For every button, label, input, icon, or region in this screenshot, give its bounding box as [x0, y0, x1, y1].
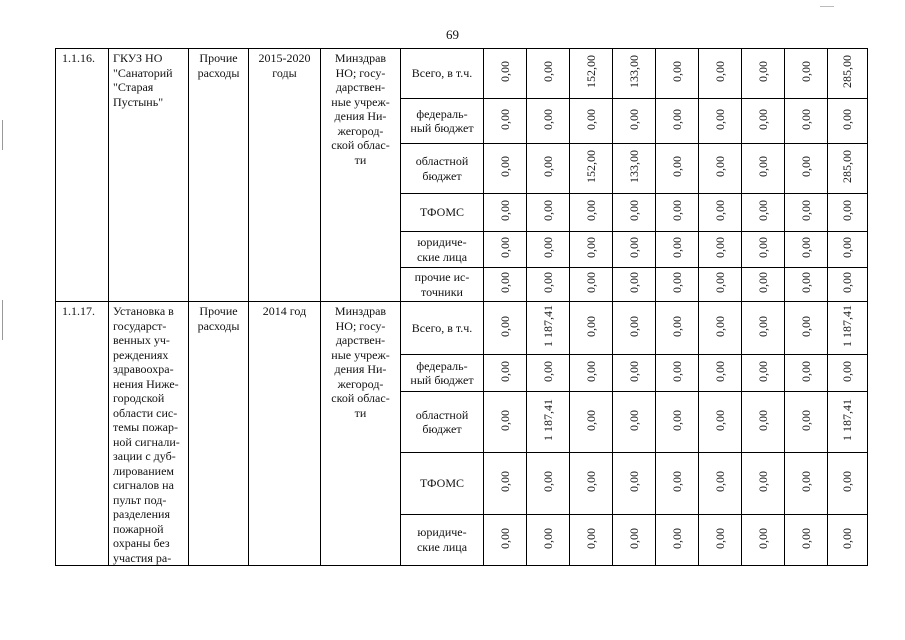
amount-value: 0,00 — [712, 61, 727, 83]
amount-cell — [527, 302, 570, 355]
amount-value: 0,00 — [540, 471, 555, 493]
amount-cell — [613, 453, 656, 514]
amount-cell — [785, 392, 828, 453]
amount-value: 0,00 — [583, 200, 598, 222]
amount-value: 0,00 — [798, 527, 813, 549]
amount-value: 0,00 — [840, 237, 854, 259]
amount-cell — [828, 144, 868, 194]
amount-cell — [527, 392, 570, 453]
amount-value: 0,00 — [755, 237, 770, 259]
amount-value: 0,00 — [798, 315, 813, 337]
amount-value: 0,00 — [626, 237, 641, 259]
amount-value: 0,00 — [497, 108, 512, 130]
amount-cell — [742, 302, 785, 355]
implementation-period: 2015-2020 годы — [249, 49, 321, 302]
amount-cell — [656, 194, 699, 232]
amount-value: 0,00 — [626, 471, 641, 493]
amount-cell — [828, 194, 868, 232]
amount-cell — [742, 453, 785, 514]
funding-source: прочие ис- точники — [401, 268, 484, 302]
amount-cell — [699, 144, 742, 194]
expense-type: Прочие расходы — [189, 49, 249, 302]
amount-value: 0,00 — [755, 108, 770, 130]
amount-value: 0,00 — [840, 272, 854, 294]
amount-value: 0,00 — [798, 156, 813, 178]
amount-value: 0,00 — [712, 237, 727, 259]
amount-value: 152,00 — [583, 55, 598, 89]
scan-margin-mark — [2, 120, 3, 150]
amount-cell — [699, 355, 742, 392]
amount-cell — [484, 99, 527, 144]
amount-value: 285,00 — [840, 150, 854, 184]
amount-value: 0,00 — [712, 108, 727, 130]
amount-cell — [828, 232, 868, 268]
amount-value: 0,00 — [712, 527, 727, 549]
amount-cell — [527, 514, 570, 565]
amount-value: 0,00 — [669, 272, 684, 294]
amount-value: 0,00 — [626, 409, 641, 431]
amount-value: 152,00 — [583, 150, 598, 184]
amount-value: 0,00 — [755, 272, 770, 294]
amount-value: 0,00 — [626, 527, 641, 549]
amount-cell — [527, 355, 570, 392]
amount-cell — [613, 514, 656, 565]
amount-cell — [656, 99, 699, 144]
scan-mark — [820, 6, 834, 7]
amount-cell — [570, 453, 613, 514]
amount-value: 0,00 — [669, 61, 684, 83]
amount-value: 0,00 — [669, 315, 684, 337]
amount-value: 0,00 — [540, 360, 555, 382]
amount-cell — [785, 144, 828, 194]
amount-cell — [570, 392, 613, 453]
amount-cell — [699, 453, 742, 514]
amount-cell — [570, 268, 613, 302]
amount-cell — [785, 355, 828, 392]
table-row — [56, 302, 868, 355]
amount-value: 0,00 — [497, 527, 512, 549]
amount-value: 0,00 — [540, 200, 555, 222]
amount-cell — [527, 99, 570, 144]
amount-value: 0,00 — [840, 108, 854, 130]
amount-cell — [785, 49, 828, 99]
amount-cell — [527, 194, 570, 232]
amount-value: 0,00 — [626, 272, 641, 294]
amount-value: 133,00 — [626, 55, 641, 89]
funding-source: юридиче- ские лица — [401, 514, 484, 565]
amount-value: 0,00 — [755, 471, 770, 493]
amount-value: 0,00 — [798, 237, 813, 259]
amount-value: 0,00 — [497, 200, 512, 222]
amount-value: 0,00 — [755, 315, 770, 337]
amount-cell — [828, 453, 868, 514]
amount-cell — [656, 302, 699, 355]
amount-cell — [613, 302, 656, 355]
amount-value: 0,00 — [583, 108, 598, 130]
amount-cell — [570, 49, 613, 99]
amount-value: 0,00 — [497, 237, 512, 259]
amount-cell — [828, 302, 868, 355]
amount-value: 0,00 — [540, 61, 555, 83]
amount-value: 133,00 — [626, 150, 641, 184]
amount-cell — [828, 392, 868, 453]
amount-cell — [656, 49, 699, 99]
amount-cell — [613, 268, 656, 302]
funding-source: Всего, в т.ч. — [401, 49, 484, 99]
amount-cell — [699, 302, 742, 355]
amount-value: 0,00 — [755, 360, 770, 382]
funding-source: областной бюджет — [401, 144, 484, 194]
amount-value: 0,00 — [540, 156, 555, 178]
amount-cell — [527, 49, 570, 99]
amount-cell — [828, 514, 868, 565]
amount-cell — [570, 194, 613, 232]
amount-value: 0,00 — [497, 471, 512, 493]
amount-cell — [484, 302, 527, 355]
amount-cell — [785, 268, 828, 302]
amount-value: 0,00 — [669, 409, 684, 431]
amount-cell — [742, 392, 785, 453]
amount-value: 0,00 — [755, 527, 770, 549]
amount-cell — [699, 392, 742, 453]
amount-value: 0,00 — [540, 108, 555, 130]
amount-cell — [742, 49, 785, 99]
amount-cell — [527, 453, 570, 514]
amount-cell — [742, 268, 785, 302]
amount-value: 0,00 — [669, 471, 684, 493]
amount-value: 0,00 — [712, 360, 727, 382]
amount-cell — [785, 194, 828, 232]
amount-value: 0,00 — [540, 527, 555, 549]
table-row — [56, 49, 868, 99]
amount-cell — [699, 268, 742, 302]
funding-source: областной бюджет — [401, 392, 484, 453]
amount-cell — [828, 355, 868, 392]
amount-cell — [484, 514, 527, 565]
amount-value: 0,00 — [583, 409, 598, 431]
amount-value: 0,00 — [755, 61, 770, 83]
amount-value: 0,00 — [669, 527, 684, 549]
amount-cell — [699, 49, 742, 99]
amount-value: 0,00 — [626, 200, 641, 222]
amount-value: 0,00 — [583, 471, 598, 493]
amount-value: 0,00 — [712, 156, 727, 178]
amount-value: 0,00 — [583, 315, 598, 337]
item-number: 1.1.16. — [56, 49, 109, 302]
amount-cell — [613, 232, 656, 268]
amount-value: 0,00 — [583, 360, 598, 382]
amount-cell — [484, 392, 527, 453]
amount-value: 0,00 — [497, 272, 512, 294]
funding-source: ТФОМС — [401, 194, 484, 232]
amount-value: 0,00 — [712, 315, 727, 337]
amount-value: 0,00 — [669, 360, 684, 382]
amount-cell — [656, 514, 699, 565]
amount-cell — [699, 232, 742, 268]
amount-value: 0,00 — [712, 409, 727, 431]
amount-cell — [527, 144, 570, 194]
amount-value: 0,00 — [497, 156, 512, 178]
amount-cell — [484, 194, 527, 232]
amount-cell — [570, 302, 613, 355]
amount-value: 0,00 — [755, 200, 770, 222]
amount-value: 0,00 — [626, 315, 641, 337]
amount-cell — [527, 268, 570, 302]
amount-cell — [570, 232, 613, 268]
amount-cell — [828, 268, 868, 302]
amount-cell — [742, 99, 785, 144]
amount-value: 0,00 — [840, 471, 854, 493]
amount-cell — [828, 49, 868, 99]
amount-value: 0,00 — [626, 108, 641, 130]
scan-margin-mark — [2, 300, 3, 340]
amount-value: 0,00 — [626, 360, 641, 382]
amount-value: 0,00 — [798, 61, 813, 83]
item-name: ГКУЗ НО "Санаторий "Старая Пустынь" — [109, 49, 189, 302]
amount-value: 0,00 — [798, 108, 813, 130]
page-number: 69 — [446, 27, 459, 42]
amount-value: 0,00 — [755, 156, 770, 178]
amount-value: 0,00 — [712, 272, 727, 294]
amount-value: 0,00 — [497, 409, 512, 431]
amount-value: 0,00 — [712, 200, 727, 222]
amount-cell — [484, 49, 527, 99]
amount-cell — [613, 99, 656, 144]
amount-value: 0,00 — [840, 360, 854, 382]
amount-cell — [785, 232, 828, 268]
amount-value: 1 187,41 — [840, 399, 854, 442]
amount-cell — [742, 355, 785, 392]
amount-cell — [656, 355, 699, 392]
amount-cell — [613, 49, 656, 99]
amount-value: 0,00 — [840, 527, 854, 549]
amount-cell — [484, 144, 527, 194]
funding-source: федераль- ный бюджет — [401, 355, 484, 392]
amount-cell — [484, 232, 527, 268]
amount-cell — [656, 392, 699, 453]
amount-value: 0,00 — [798, 272, 813, 294]
amount-value: 1 187,41 — [540, 399, 555, 442]
amount-cell — [785, 453, 828, 514]
amount-value: 0,00 — [712, 471, 727, 493]
amount-value: 1 187,41 — [540, 305, 555, 348]
amount-cell — [656, 268, 699, 302]
amount-cell — [699, 194, 742, 232]
amount-value: 0,00 — [755, 409, 770, 431]
amount-value: 0,00 — [497, 61, 512, 83]
amount-cell — [699, 99, 742, 144]
amount-cell — [484, 268, 527, 302]
amount-value: 0,00 — [798, 471, 813, 493]
amount-cell — [656, 232, 699, 268]
amount-cell — [699, 514, 742, 565]
amount-cell — [742, 144, 785, 194]
amount-value: 0,00 — [497, 315, 512, 337]
amount-cell — [785, 99, 828, 144]
amount-value: 0,00 — [497, 360, 512, 382]
executor: Минздрав НО; госу- дарствен- ные учреж- дения Ни- жегород- ской облас- ти — [321, 302, 401, 566]
amount-value: 0,00 — [669, 108, 684, 130]
amount-cell — [484, 355, 527, 392]
amount-cell — [613, 194, 656, 232]
executor: Минздрав НО; госу- дарствен- ные учреж- дения Ни- жегород- ской облас- ти — [321, 49, 401, 302]
amount-value: 0,00 — [798, 200, 813, 222]
funding-source: Всего, в т.ч. — [401, 302, 484, 355]
amount-value: 1 187,41 — [840, 305, 854, 348]
amount-cell — [570, 144, 613, 194]
amount-cell — [570, 99, 613, 144]
amount-cell — [570, 514, 613, 565]
amount-cell — [570, 355, 613, 392]
amount-cell — [484, 453, 527, 514]
amount-cell — [656, 453, 699, 514]
amount-value: 0,00 — [583, 272, 598, 294]
implementation-period: 2014 год — [249, 302, 321, 566]
amount-cell — [742, 514, 785, 565]
amount-value: 0,00 — [583, 527, 598, 549]
amount-cell — [656, 144, 699, 194]
amount-cell — [785, 514, 828, 565]
amount-value: 0,00 — [669, 200, 684, 222]
amount-cell — [742, 194, 785, 232]
amount-value: 0,00 — [540, 272, 555, 294]
funding-source: ТФОМС — [401, 453, 484, 514]
funding-source: юридиче- ские лица — [401, 232, 484, 268]
amount-cell — [613, 392, 656, 453]
amount-value: 0,00 — [540, 237, 555, 259]
amount-value: 0,00 — [798, 409, 813, 431]
amount-cell — [742, 232, 785, 268]
budget-table — [55, 48, 868, 566]
amount-value: 285,00 — [840, 55, 854, 89]
expense-type: Прочие расходы — [189, 302, 249, 566]
amount-value: 0,00 — [669, 237, 684, 259]
funding-source: федераль- ный бюджет — [401, 99, 484, 144]
item-number: 1.1.17. — [56, 302, 109, 566]
amount-value: 0,00 — [840, 200, 854, 222]
amount-value: 0,00 — [798, 360, 813, 382]
item-name: Установка в государст- венных уч- реждениях здравоохра- нения Ниже- городской области сис- темы пожар- ной сигнали- зации с дуб- лированием сигналов на пульт под- разделения пожарной охраны без участия ра- — [109, 302, 189, 566]
amount-cell — [785, 302, 828, 355]
amount-cell — [828, 99, 868, 144]
amount-value: 0,00 — [669, 156, 684, 178]
amount-cell — [613, 355, 656, 392]
amount-cell — [613, 144, 656, 194]
amount-cell — [527, 232, 570, 268]
amount-value: 0,00 — [583, 237, 598, 259]
